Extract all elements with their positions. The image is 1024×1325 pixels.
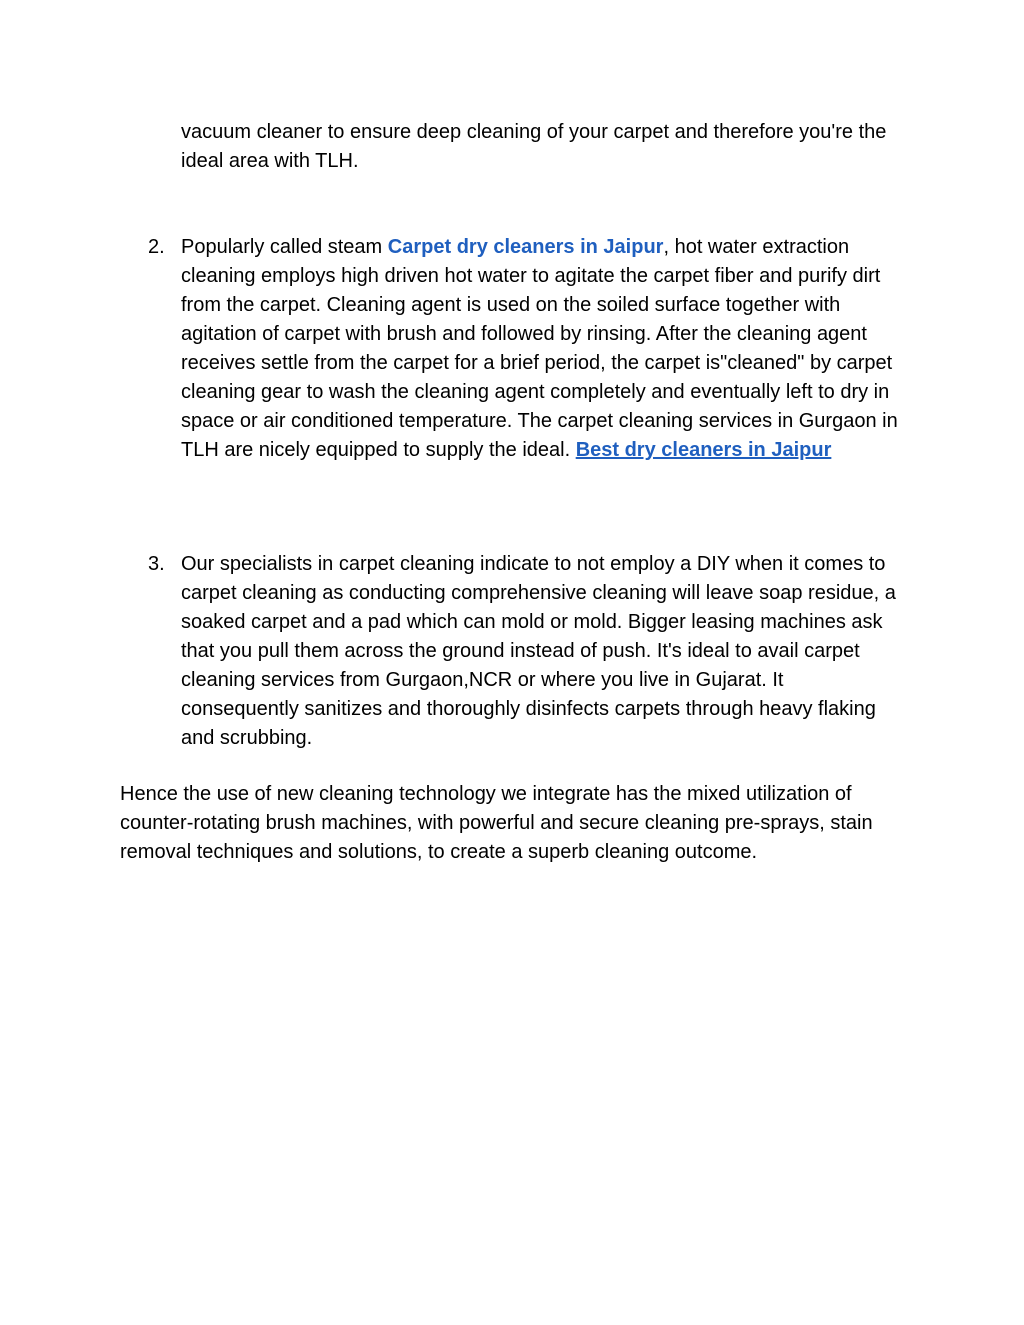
- list-item-continuation: vacuum cleaner to ensure deep cleaning of your carpet and therefore you're the ideal area with TLH.: [181, 121, 887, 172]
- carpet-dry-cleaners-link[interactable]: Carpet dry cleaners in Jaipur: [387, 236, 664, 258]
- list-item-body: Our specialists in carpet cleaning indicate to not employ a DIY when it comes to carpet cleaning as conducting comprehensive cleaning will leave soap residue, a soaked carpet and a pad which can mold or mold. Bigger leasing machines ask that you pull them across the ground instead of push. It's ideal to avail carpet cleaning services from Gurgaon,NCR or where you live in Gujarat. It consequently sanitizes and thoroughly disinfects carpets through heavy flaking and scrubbing.: [181, 553, 896, 749]
- closing-paragraph: Hence the use of new cleaning technology we integrate has the mixed utilization of counter-rotating brush machines, with powerful and secure cleaning pre-sprays, stain removal techniques and solutions, to create a superb cleaning outcome.: [120, 783, 873, 863]
- list-item-text: , hot water extraction cleaning employs high driven hot water to agitate the carpet fiber and purify dirt from the carpet. Cleaning agent is used on the soiled surface together with agitation of carpet with brush and followed by rinsing. After the cleaning agent receives settle from the carpet for a brief period, the carpet is"cleaned" by carpet cleaning gear to wash the cleaning agent completely and eventually left to dry in space or air conditioned temperature. The carpet cleaning services in Gurgaon in TLH are nicely equipped to supply the ideal.: [181, 236, 898, 461]
- list-item-body: [181, 233, 906, 465]
- best-dry-cleaners-link[interactable]: Best dry cleaners in Jaipur: [575, 439, 832, 461]
- list-item-number: 2.: [148, 236, 165, 258]
- list-item-text: Popularly called steam: [181, 236, 388, 258]
- list-item-number: 3.: [148, 553, 165, 575]
